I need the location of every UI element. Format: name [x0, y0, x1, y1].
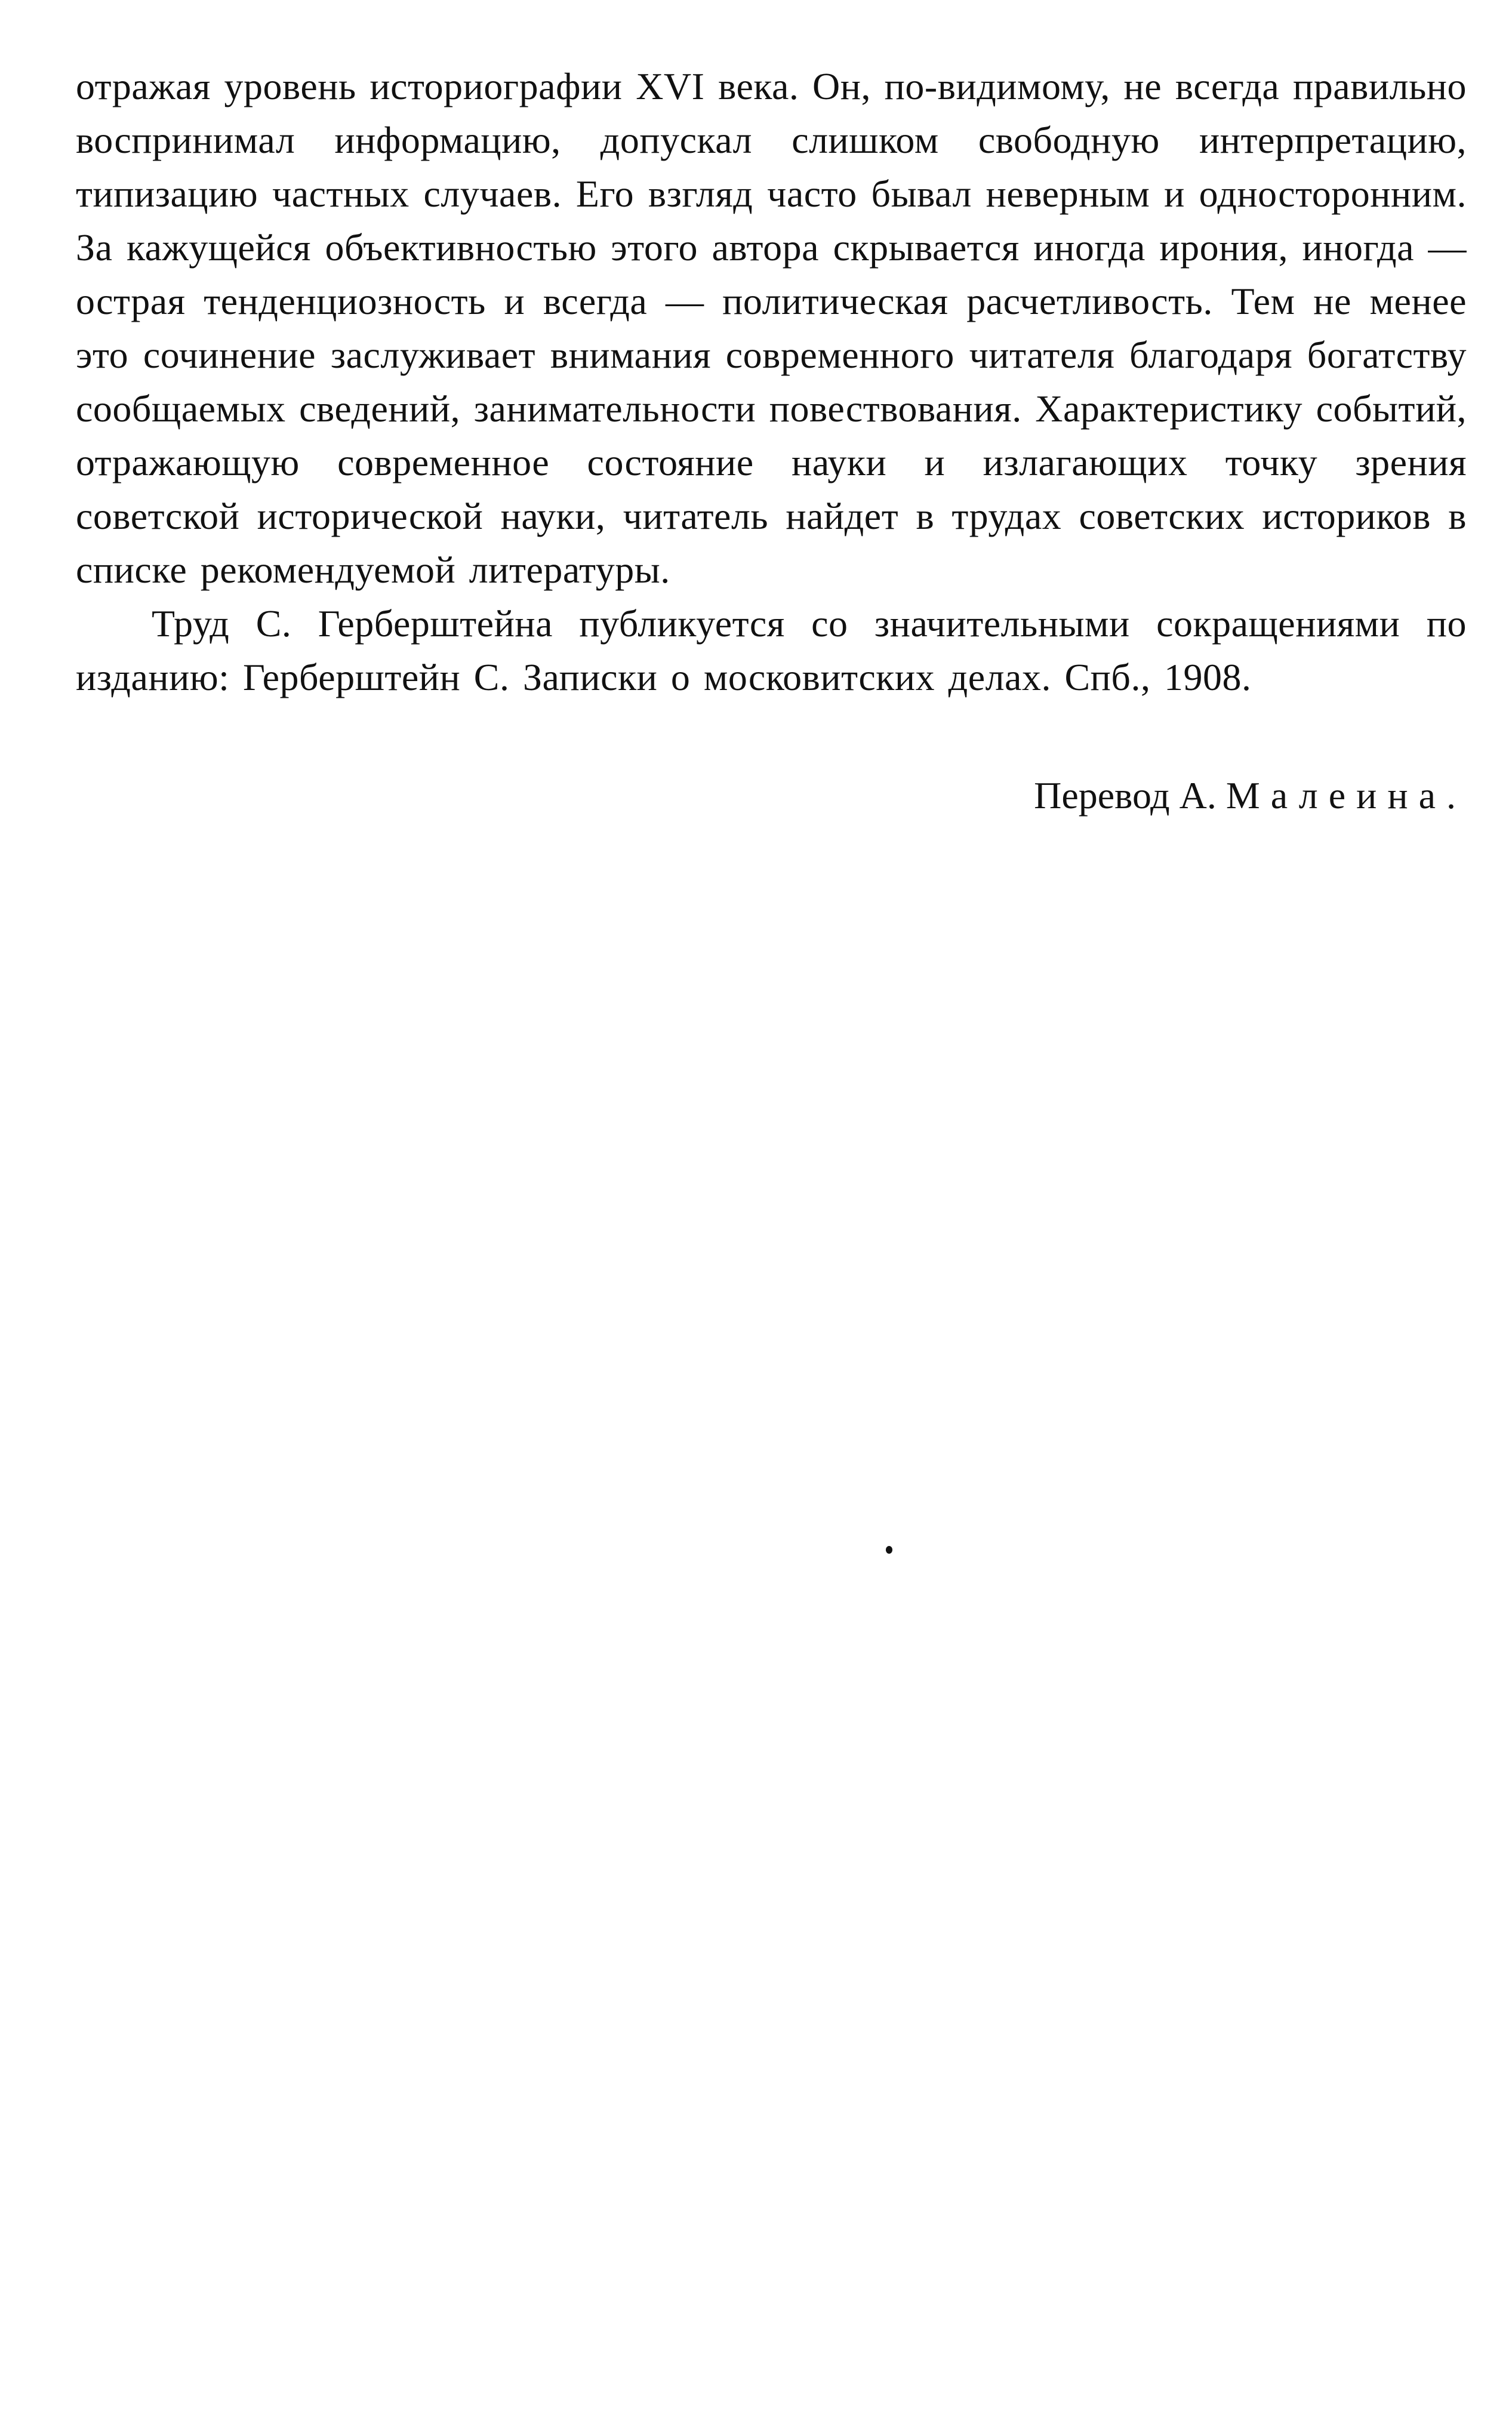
- print-speck: [886, 1546, 892, 1554]
- body-paragraph-continuation: отражая уровень историографии XVI века. Он, по-видимому, не всегда правильно воспринимал информацию, допускал слишком свободную интерпретацию, типизацию частных случаев. Его взгляд часто бывал неверным и односторонним. За кажущейся объективностью этого автора скрывается иногда ирония, иногда — острая тенденциозность и всегда — политическая расчетливость. Тем не менее это сочинение заслуживает внимания современного читателя благодаря богатству сообщаемых сведений, занимательности повествования. Характеристику событий, отражающую современное состояние науки и излагающих точку зрения советской исторической науки, читатель найдет в трудах советских историков в списке рекомендуемой литературы.: [76, 65, 1467, 591]
- translator-name: Малеина.: [1225, 774, 1467, 817]
- document-page: [76, 60, 1467, 823]
- translator-credit-prefix: Перевод А.: [1034, 774, 1217, 817]
- translator-credit: [76, 769, 1467, 823]
- body-paragraph-publication-note: Труд С. Герберштейна публикуется со значительными сокращениями по изданию: Герберштейн С. Записки о московитских делах. Спб., 1908.: [76, 602, 1467, 698]
